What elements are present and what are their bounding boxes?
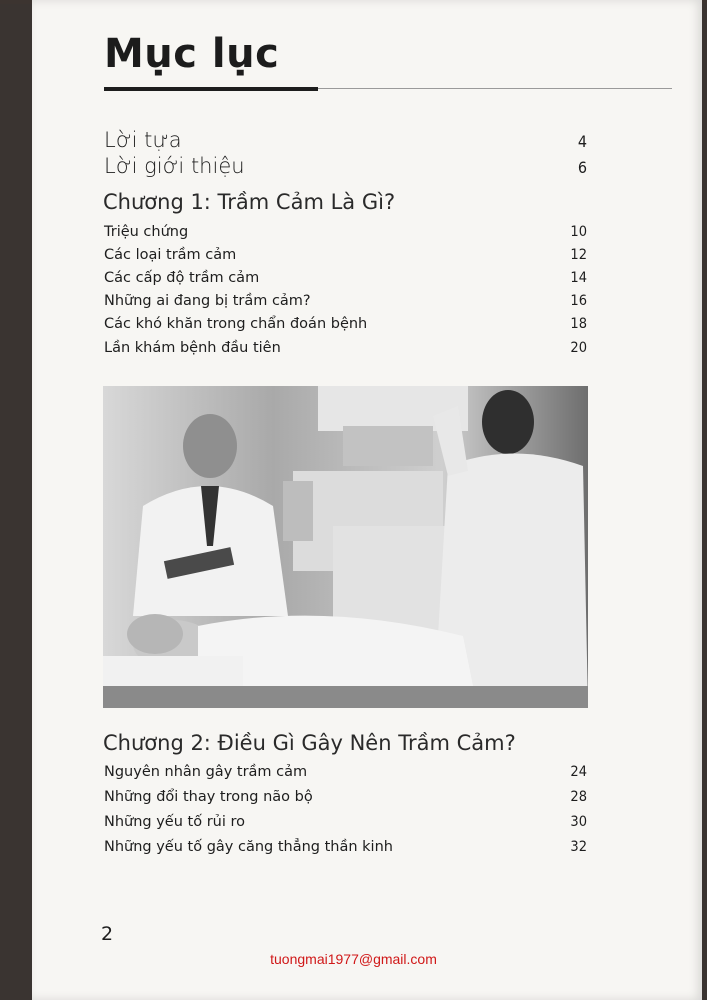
toc-entry-label: Triệu chứng (104, 224, 189, 240)
toc-entry-label: Nguyên nhân gây trầm cảm (104, 764, 308, 780)
toc-entry-label: Các cấp độ trầm cảm (104, 270, 260, 286)
toc-entry-page: 16 (570, 293, 587, 309)
chapter-photo (103, 386, 588, 708)
page-title: Mục lục (104, 31, 280, 77)
toc-entry-label: Lần khám bệnh đầu tiên (104, 340, 281, 356)
toc-entry-page: 24 (570, 764, 587, 780)
toc-entry-page: 28 (570, 789, 587, 805)
toc-entry (104, 764, 587, 780)
chapter-heading-1: Chương 1: Trầm Cảm Là Gì? (103, 190, 396, 214)
toc-entry-page: 12 (570, 247, 587, 263)
toc-entry (104, 293, 587, 309)
toc-entry-page: 18 (570, 316, 587, 332)
toc-entry (104, 316, 587, 332)
toc-entry-page: 30 (570, 814, 587, 830)
toc-entry (104, 270, 587, 286)
toc-entry-label: Những yếu tố rủi ro (104, 814, 245, 830)
toc-entry-loi-gioi-thieu (104, 154, 587, 178)
toc-entry-label: Những yếu tố gây căng thẳng thần kinh (104, 839, 393, 855)
toc-entry-page: 4 (577, 132, 587, 151)
toc-entry (104, 839, 587, 855)
toc-entry-label: Lời giới thiệu (104, 154, 245, 178)
toc-entry-label: Lời tựa (104, 128, 182, 152)
toc-entry-label: Các khó khăn trong chẩn đoán bệnh (104, 316, 368, 332)
toc-entry-label: Các loại trầm cảm (104, 247, 237, 263)
toc-entry-page: 10 (570, 224, 587, 240)
toc-entry (104, 789, 587, 805)
toc-entry-page: 6 (577, 158, 587, 177)
toc-entry (104, 247, 587, 263)
toc-entry-page: 20 (570, 340, 587, 356)
toc-entry-loi-tua (104, 128, 587, 152)
toc-entry-label: Những ai đang bị trầm cảm? (104, 293, 311, 309)
toc-entry-page: 32 (570, 839, 587, 855)
title-underline (104, 87, 318, 91)
toc-entry (104, 340, 587, 356)
watermark-email: tuongmai1977@gmail.com (270, 951, 437, 967)
toc-entry (104, 814, 587, 830)
toc-entry (104, 224, 587, 240)
chapter-heading-2: Chương 2: Điều Gì Gây Nên Trầm Cảm? (103, 731, 516, 755)
title-rule-extension (318, 88, 672, 89)
toc-entry-label: Những đổi thay trong não bộ (104, 789, 313, 805)
page-number: 2 (101, 923, 114, 945)
doctors-examining-patient-icon (103, 386, 588, 708)
toc-entry-page: 14 (570, 270, 587, 286)
